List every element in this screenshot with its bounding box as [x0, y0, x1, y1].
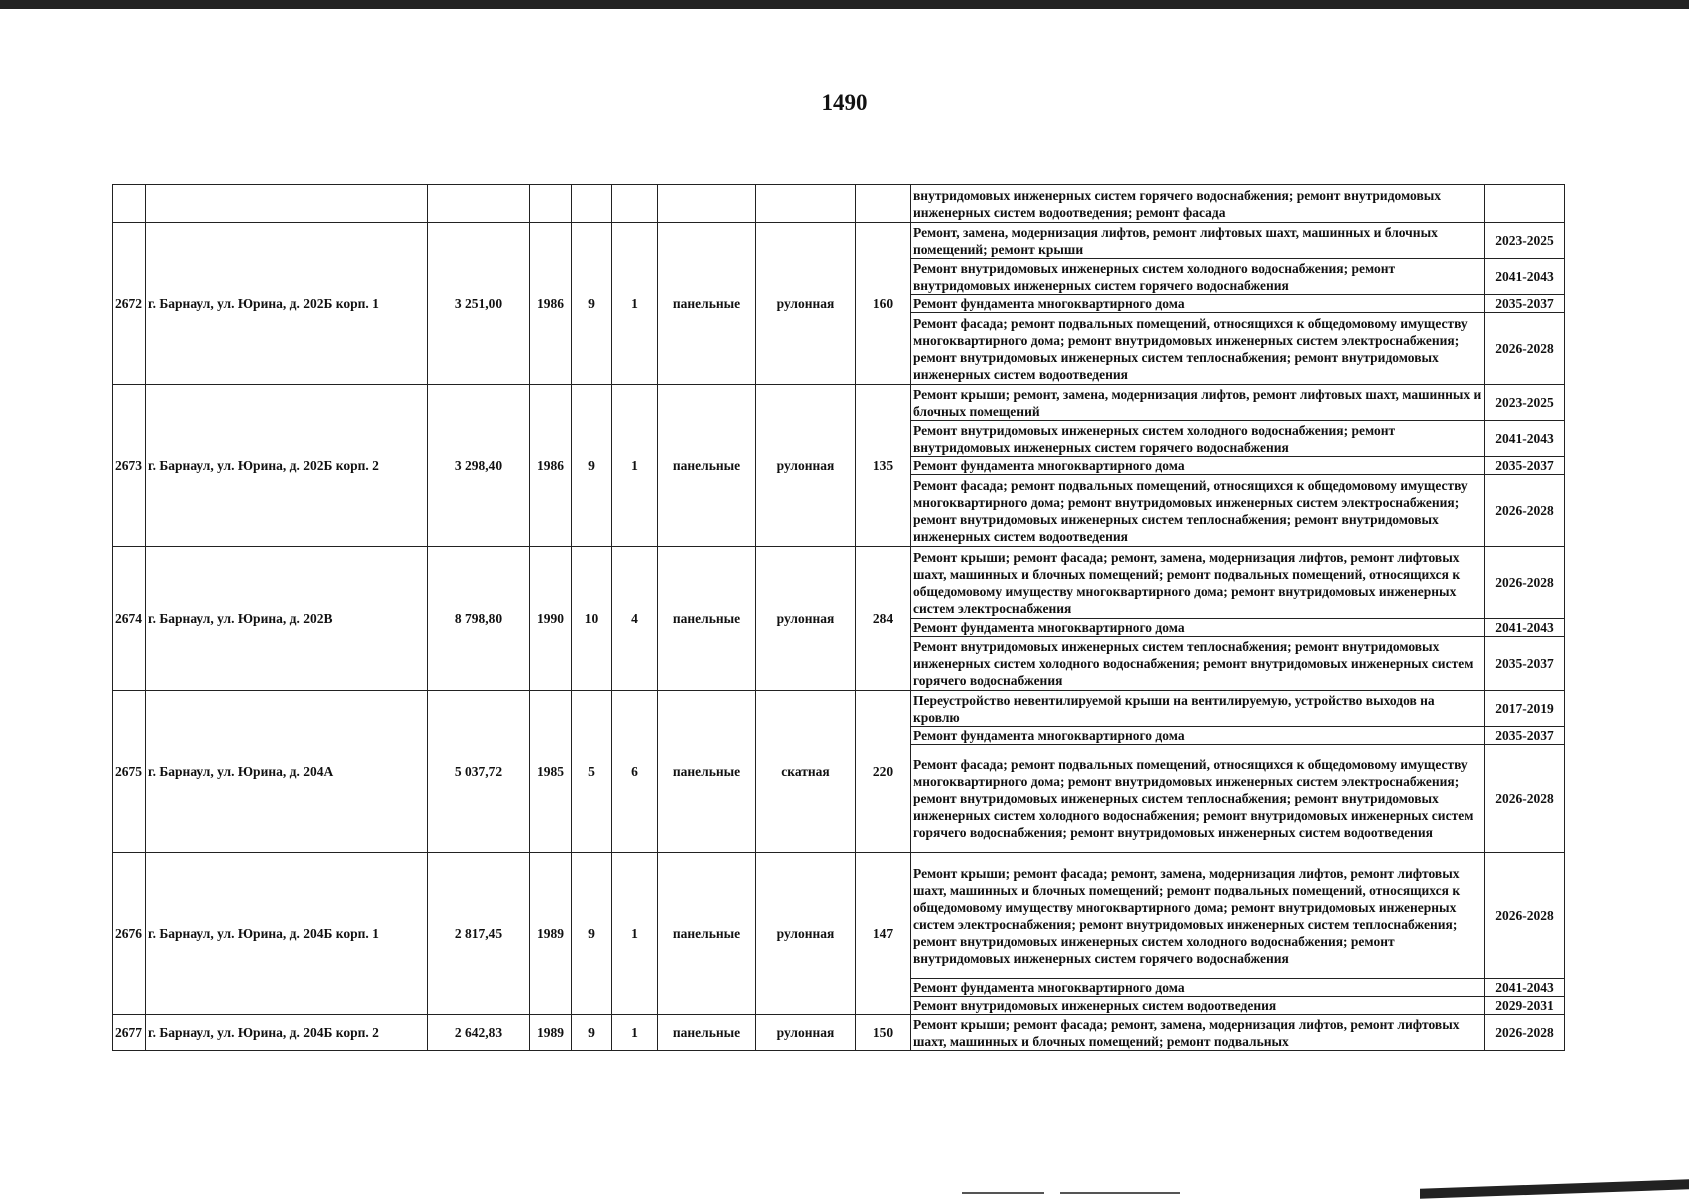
cell-area: 8 798,80: [428, 547, 530, 691]
cell-work: Ремонт фундамента многоквартирного дома: [911, 727, 1485, 745]
cell-floors: 5: [572, 691, 612, 853]
cell-apartments: 284: [856, 547, 911, 691]
cell-roof: скатная: [756, 691, 856, 853]
cell-walls: панельные: [658, 385, 756, 547]
cell-period: 2029-2031: [1485, 997, 1565, 1015]
cell-floors: 9: [572, 853, 612, 1015]
cell-period: 2026-2028: [1485, 1015, 1565, 1051]
cell-roof: рулонная: [756, 223, 856, 385]
cell-period: 2026-2028: [1485, 547, 1565, 619]
cell-id: 2674: [113, 547, 146, 691]
cell-floors: 9: [572, 385, 612, 547]
cell-year: 1989: [530, 853, 572, 1015]
cell-floors: [572, 185, 612, 223]
cell-address: г. Барнаул, ул. Юрина, д. 202В: [146, 547, 428, 691]
cell-id: [113, 185, 146, 223]
cell-period: 2026-2028: [1485, 475, 1565, 547]
cell-roof: рулонная: [756, 1015, 856, 1051]
cell-period: 2035-2037: [1485, 637, 1565, 691]
cell-area: 5 037,72: [428, 691, 530, 853]
cell-work: Ремонт фундамента многоквартирного дома: [911, 457, 1485, 475]
cell-id: 2672: [113, 223, 146, 385]
cell-id: 2675: [113, 691, 146, 853]
cell-entrances: 4: [612, 547, 658, 691]
cell-address: г. Барнаул, ул. Юрина, д. 202Б корп. 1: [146, 223, 428, 385]
cell-period: 2026-2028: [1485, 313, 1565, 385]
cell-period: 2026-2028: [1485, 853, 1565, 979]
cell-apartments: 160: [856, 223, 911, 385]
house-row: [113, 691, 1565, 727]
cell-area: 2 817,45: [428, 853, 530, 1015]
cell-work: Ремонт фундамента многоквартирного дома: [911, 979, 1485, 997]
cell-address: [146, 185, 428, 223]
cell-roof: [756, 185, 856, 223]
cell-walls: [658, 185, 756, 223]
cell-period: 2017-2019: [1485, 691, 1565, 727]
cell-walls: панельные: [658, 1015, 756, 1051]
cell-floors: 10: [572, 547, 612, 691]
cell-area: 2 642,83: [428, 1015, 530, 1051]
cell-id: 2676: [113, 853, 146, 1015]
cell-address: г. Барнаул, ул. Юрина, д. 202Б корп. 2: [146, 385, 428, 547]
cell-entrances: 1: [612, 853, 658, 1015]
cell-period: 2035-2037: [1485, 727, 1565, 745]
cell-period: 2041-2043: [1485, 619, 1565, 637]
cell-period: 2023-2025: [1485, 385, 1565, 421]
cell-floors: 9: [572, 223, 612, 385]
cell-roof: рулонная: [756, 547, 856, 691]
cell-address: г. Барнаул, ул. Юрина, д. 204Б корп. 1: [146, 853, 428, 1015]
cell-period: 2041-2043: [1485, 421, 1565, 457]
cell-work: Ремонт внутридомовых инженерных систем холодного водоснабжения; ремонт внутридомовых инженерных систем горячего водоснабжения: [911, 421, 1485, 457]
cell-work: внутридомовых инженерных систем горячего водоснабжения; ремонт внутридомовых инженерных систем водоотведения; ремонт фасада: [911, 185, 1485, 223]
cell-work: Ремонт крыши; ремонт фасада; ремонт, замена, модернизация лифтов, ремонт лифтовых шахт, машинных и блочных помещений; ремонт подвальных помещений, относящихся к общедомовому имуществу многоквартирного дома; ремонт внутридомовых инженерных систем электроснабжения; ремонт внутридомовых инженерных систем теплоснабжения; ремонт внутридомовых инженерных систем холодного водоснабжения; ремонт внутридомовых инженерных систем горячего водоснабжения: [911, 853, 1485, 979]
scan-artifact: [962, 1192, 1044, 1194]
cell-floors: 9: [572, 1015, 612, 1051]
scan-top-edge: [0, 0, 1689, 9]
cell-work: Ремонт, замена, модернизация лифтов, ремонт лифтовых шахт, машинных и блочных помещений; ремонт крыши: [911, 223, 1485, 259]
cell-roof: рулонная: [756, 853, 856, 1015]
cell-year: 1989: [530, 1015, 572, 1051]
scan-artifact: [1060, 1192, 1180, 1194]
cell-area: 3 251,00: [428, 223, 530, 385]
cell-year: [530, 185, 572, 223]
cell-entrances: 1: [612, 1015, 658, 1051]
cell-walls: панельные: [658, 691, 756, 853]
cell-work: Ремонт фасада; ремонт подвальных помещений, относящихся к общедомовому имуществу многоквартирного дома; ремонт внутридомовых инженерных систем электроснабжения; ремонт внутридомовых инженерных систем теплоснабжения; ремонт внутридомовых инженерных систем водоотведения: [911, 475, 1485, 547]
cell-work: Ремонт фасада; ремонт подвальных помещений, относящихся к общедомовому имуществу многоквартирного дома; ремонт внутридомовых инженерных систем электроснабжения; ремонт внутридомовых инженерных систем теплоснабжения; ремонт внутридомовых инженерных систем холодного водоснабжения; ремонт внутридомовых инженерных систем горячего водоснабжения; ремонт внутридомовых инженерных систем водоотведения: [911, 745, 1485, 853]
cell-period: 2035-2037: [1485, 295, 1565, 313]
cell-area: [428, 185, 530, 223]
cell-work: Ремонт фундамента многоквартирного дома: [911, 619, 1485, 637]
cell-work: Переустройство невентилируемой крыши на вентилируемую, устройство выходов на кровлю: [911, 691, 1485, 727]
cell-work: Ремонт внутридомовых инженерных систем теплоснабжения; ремонт внутридомовых инженерных систем холодного водоснабжения; ремонт внутридомовых инженерных систем горячего водоснабжения: [911, 637, 1485, 691]
cell-year: 1990: [530, 547, 572, 691]
cell-work: Ремонт крыши; ремонт фасада; ремонт, замена, модернизация лифтов, ремонт лифтовых шахт, машинных и блочных помещений; ремонт подвальных помещений, относящихся к общедомовому имуществу многоквартирного дома; ремонт внутридомовых инженерных систем электроснабжения: [911, 547, 1485, 619]
cell-apartments: [856, 185, 911, 223]
cell-work: Ремонт фасада; ремонт подвальных помещений, относящихся к общедомовому имуществу многоквартирного дома; ремонт внутридомовых инженерных систем электроснабжения; ремонт внутридомовых инженерных систем теплоснабжения; ремонт внутридомовых инженерных систем водоотведения: [911, 313, 1485, 385]
cell-year: 1985: [530, 691, 572, 853]
cell-area: 3 298,40: [428, 385, 530, 547]
scan-artifact: [1420, 1179, 1689, 1198]
cell-id: 2677: [113, 1015, 146, 1051]
cell-year: 1986: [530, 385, 572, 547]
cell-apartments: 135: [856, 385, 911, 547]
cell-period: 2035-2037: [1485, 457, 1565, 475]
table-body: [113, 185, 1565, 1051]
cell-period: 2041-2043: [1485, 259, 1565, 295]
page-number: 1490: [821, 90, 868, 115]
house-row: [113, 547, 1565, 619]
cell-work: Ремонт крыши; ремонт фасада; ремонт, замена, модернизация лифтов, ремонт лифтовых шахт, машинных и блочных помещений; ремонт подвальных: [911, 1015, 1485, 1051]
cell-address: г. Барнаул, ул. Юрина, д. 204А: [146, 691, 428, 853]
cell-apartments: 147: [856, 853, 911, 1015]
cell-apartments: 150: [856, 1015, 911, 1051]
house-row: [113, 223, 1565, 259]
cell-address: г. Барнаул, ул. Юрина, д. 204Б корп. 2: [146, 1015, 428, 1051]
cell-work: Ремонт крыши; ремонт, замена, модернизация лифтов, ремонт лифтовых шахт, машинных и блочных помещений: [911, 385, 1485, 421]
cell-year: 1986: [530, 223, 572, 385]
cell-walls: панельные: [658, 547, 756, 691]
cell-walls: панельные: [658, 223, 756, 385]
cell-apartments: 220: [856, 691, 911, 853]
cell-entrances: 1: [612, 223, 658, 385]
cell-id: 2673: [113, 385, 146, 547]
cell-entrances: [612, 185, 658, 223]
cell-entrances: 1: [612, 385, 658, 547]
cell-walls: панельные: [658, 853, 756, 1015]
cell-roof: рулонная: [756, 385, 856, 547]
house-row: [113, 853, 1565, 979]
cell-period: 2026-2028: [1485, 745, 1565, 853]
cell-entrances: 6: [612, 691, 658, 853]
cell-period: [1485, 185, 1565, 223]
cell-work: Ремонт внутридомовых инженерных систем холодного водоснабжения; ремонт внутридомовых инженерных систем горячего водоснабжения: [911, 259, 1485, 295]
cell-work: Ремонт фундамента многоквартирного дома: [911, 295, 1485, 313]
house-row: [113, 1015, 1565, 1051]
capital-repair-table: [112, 184, 1565, 1051]
continuation-row: [113, 185, 1565, 223]
house-row: [113, 385, 1565, 421]
cell-period: 2023-2025: [1485, 223, 1565, 259]
cell-work: Ремонт внутридомовых инженерных систем водоотведения: [911, 997, 1485, 1015]
cell-period: 2041-2043: [1485, 979, 1565, 997]
